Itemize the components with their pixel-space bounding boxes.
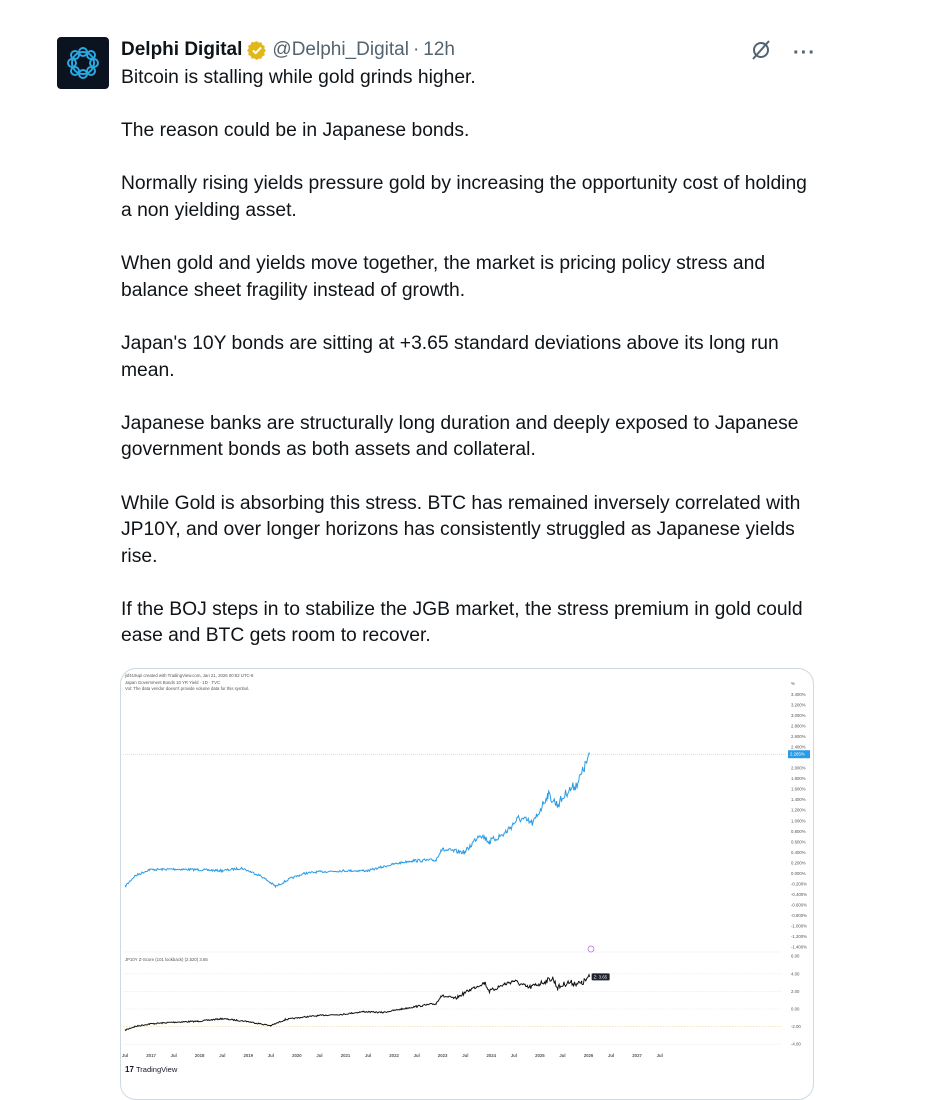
y-tick-label: 2.800% — [791, 723, 806, 729]
y-tick-label: 1.400% — [791, 797, 806, 803]
verified-badge-icon — [247, 40, 267, 60]
event-marker-icon — [588, 946, 594, 952]
tweet-text — [121, 65, 821, 677]
y-tick-label: 6.00 — [791, 953, 800, 959]
x-tick-label: 2022 — [389, 1053, 399, 1058]
grok-icon[interactable] — [749, 38, 773, 68]
display-name[interactable]: Delphi Digital — [121, 39, 243, 60]
x-tick-label: 2020 — [292, 1053, 302, 1058]
x-tick-label: Jul — [170, 1053, 177, 1058]
chart-title: Japan Government Bonds 10 YR Yield · 1D · TVC — [125, 680, 221, 685]
x-tick-label: Jul — [219, 1053, 226, 1058]
x-tick-label: Jul — [608, 1053, 615, 1058]
y-tick-label: -0.400% — [791, 891, 808, 897]
x-tick-label: 2024 — [486, 1053, 497, 1058]
y-tick-label: 0.200% — [791, 860, 806, 866]
chart-image[interactable] — [120, 668, 814, 1100]
y-unit-label: % — [791, 681, 795, 686]
y-tick-label: -4.00 — [791, 1041, 801, 1047]
more-icon[interactable]: ··· — [793, 41, 816, 64]
x-tick-label: Jul — [510, 1053, 518, 1058]
zscore-title: JP10Y Z-Score (101 lookback) (2,520) 3.65 — [125, 957, 208, 962]
zscore-label: Z: 3.65 — [593, 974, 608, 980]
y-tick-label: 1.000% — [791, 818, 806, 824]
jp10y-zscore-line — [125, 975, 590, 1031]
y-tick-label: -1.400% — [791, 944, 808, 950]
y-tick-label: 0.400% — [791, 849, 806, 855]
x-tick-label: Jul — [656, 1053, 663, 1058]
paragraph: If the BOJ steps in to stabilize the JGB market, the stress premium in gold could ease and BTC gets room to recover. — [121, 598, 803, 647]
tradingview-chart — [120, 668, 814, 1079]
y-tick-label: 2.000% — [791, 765, 806, 771]
y-tick-label: 4.00 — [791, 971, 800, 977]
y-tick-label: -0.200% — [791, 881, 808, 887]
y-tick-label: 0.800% — [791, 828, 806, 834]
x-tick-label: 2019 — [243, 1053, 254, 1058]
y-tick-label: 0.600% — [791, 839, 806, 845]
y-tick-label: 1.800% — [791, 776, 806, 782]
paragraph: When gold and yields move together, the market is pricing policy stress and balance sheet fragility instead of growth. — [121, 253, 766, 301]
y-tick-label: 2.400% — [791, 744, 806, 750]
paragraph: Normally rising yields pressure gold by increasing the opportunity cost of holding a non yielding asset. — [121, 173, 807, 221]
y-tick-label: -0.600% — [791, 902, 808, 908]
tweet-header — [121, 37, 455, 63]
y-tick-label: 1.200% — [791, 807, 806, 813]
handle[interactable]: @Delphi_Digital — [272, 39, 409, 60]
x-tick-label: Jul — [122, 1053, 129, 1058]
paragraph: Japan's 10Y bonds are sitting at +3.65 standard deviations above its long run mean. — [121, 332, 779, 381]
y-tick-label: -2.00 — [791, 1024, 801, 1030]
x-tick-label: Jul — [559, 1053, 566, 1058]
last-value-label: 2.265% — [790, 751, 805, 757]
separator: · — [412, 39, 420, 60]
x-tick-label: Jul — [462, 1053, 469, 1058]
x-tick-label: 2026 — [583, 1053, 594, 1058]
x-tick-label: Jul — [365, 1053, 372, 1058]
y-tick-label: 2.00 — [791, 988, 800, 994]
volume-note: Vol: The data vendor doesn't provide volume data for this symbol. — [125, 686, 250, 691]
x-tick-label: Jul — [267, 1053, 275, 1058]
jp10y-yield-line — [125, 753, 590, 887]
paragraph: While Gold is absorbing this stress. BTC has remained inversely correlated with JP10Y, and over longer horizons has consistently struggled as Japanese yields rise. — [121, 492, 801, 567]
y-tick-label: 1.600% — [791, 786, 806, 792]
chart-header: jsf419upi created with TradingView.com, Jan 21, 2026 00:52 UTC-8 — [125, 673, 254, 678]
y-tick-label: 3.400% — [791, 692, 806, 698]
y-tick-label: 0.00 — [791, 1006, 800, 1012]
watermark: TradingView — [136, 1065, 178, 1074]
x-tick-label: 2025 — [535, 1053, 545, 1058]
avatar[interactable] — [57, 37, 109, 89]
paragraph: Bitcoin is stalling while gold grinds higher. — [121, 67, 476, 88]
y-tick-label: -0.800% — [791, 912, 808, 918]
x-tick-label: 2021 — [340, 1053, 351, 1058]
tradingview-logo-icon: 17 — [125, 1065, 134, 1074]
x-tick-label: 2018 — [194, 1053, 205, 1058]
delphi-logo-icon — [63, 43, 103, 83]
x-tick-label: 2027 — [632, 1053, 642, 1058]
timestamp[interactable]: 12h — [423, 39, 455, 60]
paragraph: Japanese banks are structurally long duration and deeply exposed to Japanese government bonds as both assets and collateral. — [121, 412, 799, 461]
x-tick-label: 2017 — [146, 1053, 156, 1058]
y-tick-label: -1.000% — [791, 923, 808, 929]
y-tick-label: -1.200% — [791, 933, 808, 939]
y-tick-label: 2.600% — [791, 734, 806, 740]
tradingview-logo — [125, 1065, 178, 1074]
x-tick-label: Jul — [316, 1053, 323, 1058]
x-tick-label: Jul — [413, 1053, 420, 1058]
y-tick-label: 0.000% — [791, 870, 806, 876]
y-tick-label: 3.200% — [791, 702, 806, 708]
x-tick-label: 2023 — [437, 1053, 448, 1058]
paragraph: The reason could be in Japanese bonds. — [121, 120, 470, 142]
y-tick-label: 3.000% — [791, 713, 806, 719]
tweet-actions — [749, 38, 816, 68]
